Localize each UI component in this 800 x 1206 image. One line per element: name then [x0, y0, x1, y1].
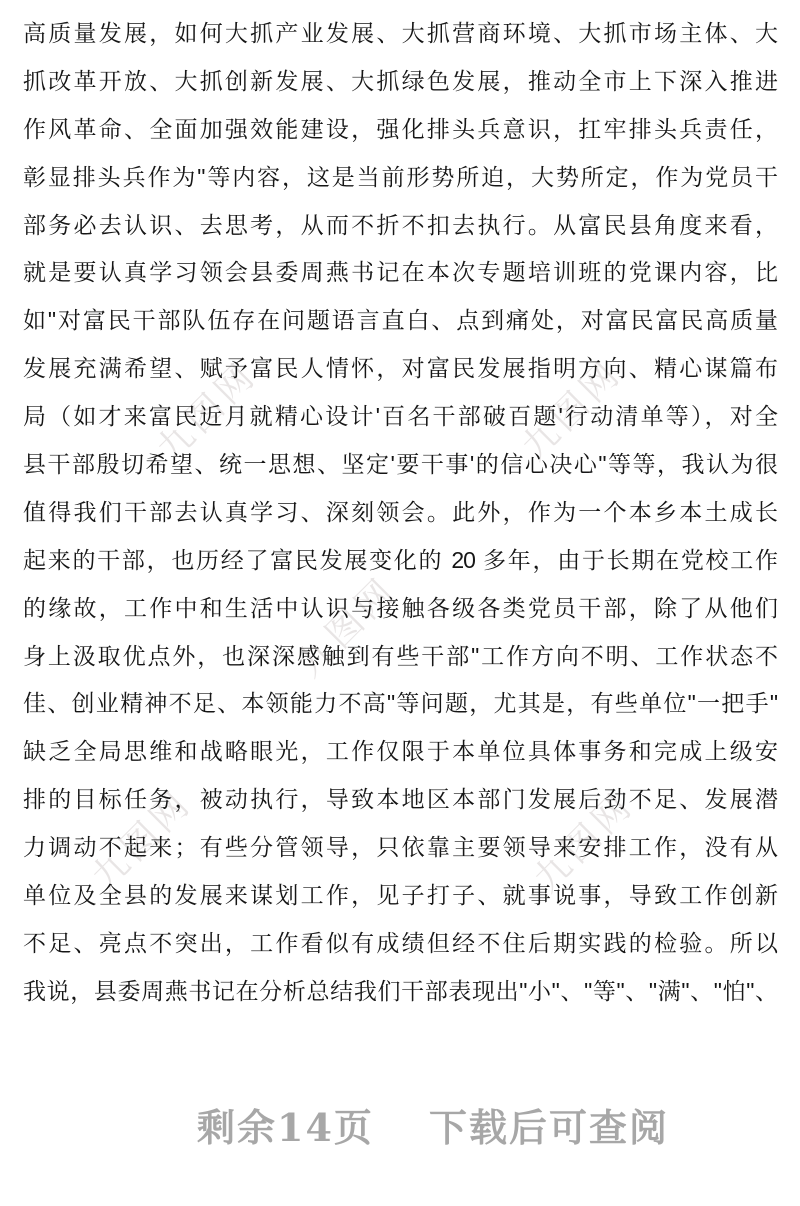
text-line: 不足、亮点不突出，工作看似有成绩但经不住后期实践的检验。所以 — [23, 929, 777, 956]
text-line: 作风革命、全面加强效能建设，强化排头兵意识，扛牢排头兵责任， — [23, 115, 777, 142]
site-watermark: 九图网 — [513, 351, 630, 468]
text-line: 排的目标任务，被动执行，导致本地区本部门发展后劲不足、发展潜 — [23, 786, 777, 813]
text-line: 起来的干部，也历经了富民发展变化的 20 多年，由于长期在党校工作 — [23, 546, 777, 573]
text-line: 的缘故，工作中和生活中认识与接触各级各类党员干部，除了从他们 — [23, 594, 777, 621]
text-line: 发展充满希望、赋予富民人情怀，对富民发展指明方向、精心谋篇布 — [23, 355, 777, 382]
text-line: 力调动不起来；有些分管领导，只依靠主要领导来安排工作，没有从 — [23, 834, 777, 861]
pages-remaining-banner — [33, 1104, 800, 1152]
text-line: 值得我们干部去认真学习、深刻领会。此外，作为一个本乡本土成长 — [23, 498, 777, 525]
text-line: 部务必去认识、去思考，从而不折不扣去执行。从富民县角度来看， — [23, 211, 777, 238]
text-line: 单位及全县的发展来谋划工作，见子打子、就事说事，导致工作创新 — [23, 882, 777, 909]
text-line: 缺乏全局思维和战略眼光，工作仅限于本单位具体事务和完成上级安 — [23, 738, 777, 765]
text-line: 我说，县委周燕书记在分析总结我们干部表现出"小"、"等"、"满"、"怕"、 — [23, 977, 777, 1004]
site-watermark: 九图网 — [83, 781, 200, 898]
site-watermark: 九图网 — [525, 783, 642, 900]
text-line: 如"对富民干部队伍存在问题语言直白、点到痛处，对富民富民高质量 — [23, 307, 777, 334]
pages-remaining-text: 剩余14页 — [197, 1105, 374, 1150]
text-line: 身上汲取优点外，也深深感触到有些干部"工作方向不明、工作状态不 — [23, 642, 777, 669]
document-text — [23, 10, 777, 1016]
text-line: 高质量发展，如何大抓产业发展、大抓营商环境、大抓市场主体、大 — [23, 20, 777, 46]
text-line: 佳、创业精神不足、本领能力不高"等问题，尤其是，有些单位"一把手" — [23, 690, 777, 717]
text-line: 县干部殷切希望、统一思想、坚定'要干事'的信心决心"等等，我认为很 — [23, 451, 777, 478]
text-line: 抓改革开放、大抓创新发展、大抓绿色发展，推动全市上下深入推进 — [23, 67, 777, 94]
text-line: 就是要认真学习领会县委周燕书记在本次专题培训班的党课内容，比 — [23, 259, 777, 286]
site-watermark: 九图网 — [288, 568, 405, 685]
site-watermark: 九图网 — [148, 353, 265, 470]
download-hint-text: 下载后可查阅 — [428, 1105, 669, 1150]
text-line: 局（如才来富民近月就精心设计'百名干部破百题'行动清单等），对全 — [23, 403, 777, 430]
text-line: 彰显排头兵作为"等内容，这是当前形势所迫，大势所定，作为党员干 — [23, 163, 777, 190]
